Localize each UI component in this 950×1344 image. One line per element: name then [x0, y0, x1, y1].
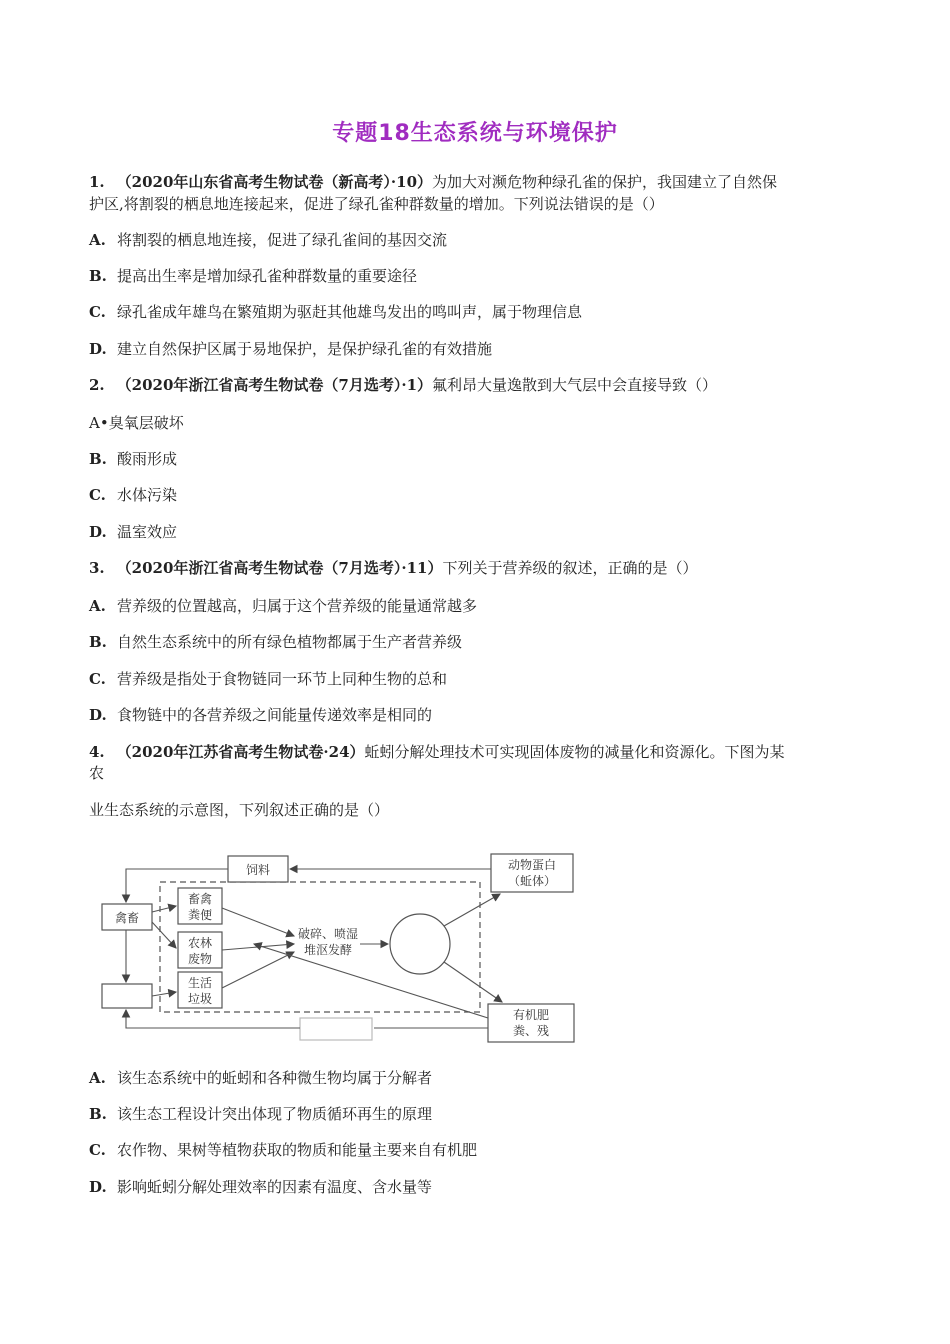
option-text: 自然生态系统中的所有绿色植物都属于生产者营养级: [117, 633, 463, 651]
question-number: 4.: [89, 743, 105, 761]
option-text: 臭氧层破坏: [108, 414, 184, 432]
option-d: [89, 522, 177, 542]
option-letter: C.: [89, 670, 106, 688]
question-2-header: [89, 375, 717, 395]
waste-label: 农林: [187, 936, 213, 950]
agro-ecosystem-diagram: [98, 852, 588, 1048]
option-letter: D.: [89, 340, 107, 358]
question-source: （2020年山东省高考生物试卷（新高考）·10）: [116, 173, 433, 191]
question-stem: 为加大对濒危物种绿孔雀的保护，我国建立了自然保: [432, 173, 778, 191]
option-text: 营养级是指处于食物链同一环节上同种生物的总和: [117, 670, 448, 688]
option-d: [89, 339, 492, 359]
option-a: [89, 596, 477, 616]
option-text: 该生态工程设计突出体现了物质循环再生的原理: [117, 1105, 433, 1123]
livestock-label: 禽畜: [114, 911, 140, 925]
option-a: [89, 413, 184, 433]
fertilizer-sub-label: 粪、残: [512, 1024, 550, 1038]
waste-sub-label: 废物: [187, 952, 213, 966]
earthworm-circle: [390, 914, 450, 974]
option-letter: A•: [89, 414, 109, 432]
option-text: 提高出生率是增加绿孔雀种群数量的重要途径: [117, 267, 418, 285]
option-text: 营养级的位置越高，归属于这个营养级的能量通常越多: [117, 597, 478, 615]
option-b: [89, 1104, 432, 1124]
option-text: 影响蚯蚓分解处理效率的因素有温度、含水量等: [117, 1178, 433, 1196]
question-number: 2.: [89, 376, 105, 394]
question-stem-wrap: 农: [89, 764, 105, 782]
option-text: 温室效应: [117, 523, 178, 541]
option-text: 将割裂的栖息地连接，促进了绿孔雀间的基因交流: [117, 231, 448, 249]
option-letter: B.: [89, 450, 107, 468]
fertilizer-label: 有机肥: [512, 1008, 550, 1022]
option-letter: D.: [89, 523, 107, 541]
question-stem: 氟利昂大量逸散到大气层中会直接导致（）: [432, 376, 718, 394]
question-stem: 下列关于营养级的叙述，正确的是（）: [442, 559, 698, 577]
option-c: [89, 1140, 477, 1160]
option-letter: D.: [89, 1178, 107, 1196]
process-sub-label: 堆沤发酵: [303, 943, 353, 957]
page-title: 专题18生态系统与环境保护: [332, 121, 618, 146]
option-b: [89, 449, 177, 469]
option-letter: B.: [89, 1105, 107, 1123]
option-text: 该生态系统中的蚯蚓和各种微生物均属于分解者: [117, 1069, 433, 1087]
option-d: [89, 705, 432, 725]
option-c: [89, 669, 447, 689]
process-label: 破碎、喷湿: [297, 927, 359, 941]
option-letter: A.: [89, 597, 106, 615]
animal-protein-sub-label: （蚯体）: [507, 874, 557, 888]
option-letter: B.: [89, 267, 107, 285]
option-text: 食物链中的各营养级之间能量传递效率是相同的: [117, 706, 433, 724]
option-d: [89, 1177, 432, 1197]
option-text: 建立自然保护区属于易地保护，是保护绿孔雀的有效措施: [117, 340, 493, 358]
question-stem: 蚯蚓分解处理技术可实现固体废物的减量化和资源化。下图为某: [364, 743, 785, 761]
option-text: 农作物、果树等植物获取的物质和能量主要来自有机肥: [117, 1141, 478, 1159]
option-letter: D.: [89, 706, 107, 724]
question-source: （2020年浙江省高考生物试卷（7月选考）·11）: [116, 559, 443, 577]
option-b: [89, 266, 417, 286]
garbage-label: 生活: [187, 976, 213, 990]
option-text: 绿孔雀成年雄鸟在繁殖期为驱赶其他雄鸟发出的鸣叫声，属于物理信息: [117, 303, 583, 321]
question-source: （2020年江苏省高考生物试卷·24）: [116, 743, 365, 761]
question-number: 3.: [89, 559, 105, 577]
crop-box: [300, 1018, 372, 1040]
question-1-header: [89, 172, 777, 192]
option-text: 酸雨形成: [117, 450, 178, 468]
animal-protein-label: 动物蛋白: [507, 858, 557, 872]
option-letter: C.: [89, 1141, 106, 1159]
question-stem-continued: 护区,将割裂的栖息地连接起来，促进了绿孔雀种群数量的增加。下列说法错误的是（）: [89, 195, 664, 213]
feed-label: 饲料: [245, 863, 271, 877]
option-letter: A.: [89, 1069, 106, 1087]
question-4-header: [89, 742, 785, 762]
question-3-header: [89, 558, 697, 578]
option-letter: B.: [89, 633, 107, 651]
manure-sub-label: 粪便: [187, 908, 213, 922]
option-letter: A.: [89, 231, 106, 249]
garbage-sub-label: 垃圾: [187, 992, 213, 1006]
option-c: [89, 485, 177, 505]
option-a: [89, 230, 447, 250]
manure-label: 畜禽: [187, 892, 213, 906]
question-stem-continued: 业生态系统的示意图，下列叙述正确的是（）: [89, 801, 390, 819]
option-a: [89, 1068, 432, 1088]
blank-box: [102, 984, 152, 1008]
option-text: 水体污染: [117, 486, 178, 504]
option-b: [89, 632, 462, 652]
option-letter: C.: [89, 486, 106, 504]
option-c: [89, 302, 582, 322]
question-source: （2020年浙江省高考生物试卷（7月选考）·1）: [116, 376, 433, 394]
option-letter: C.: [89, 303, 106, 321]
question-number: 1.: [89, 173, 105, 191]
